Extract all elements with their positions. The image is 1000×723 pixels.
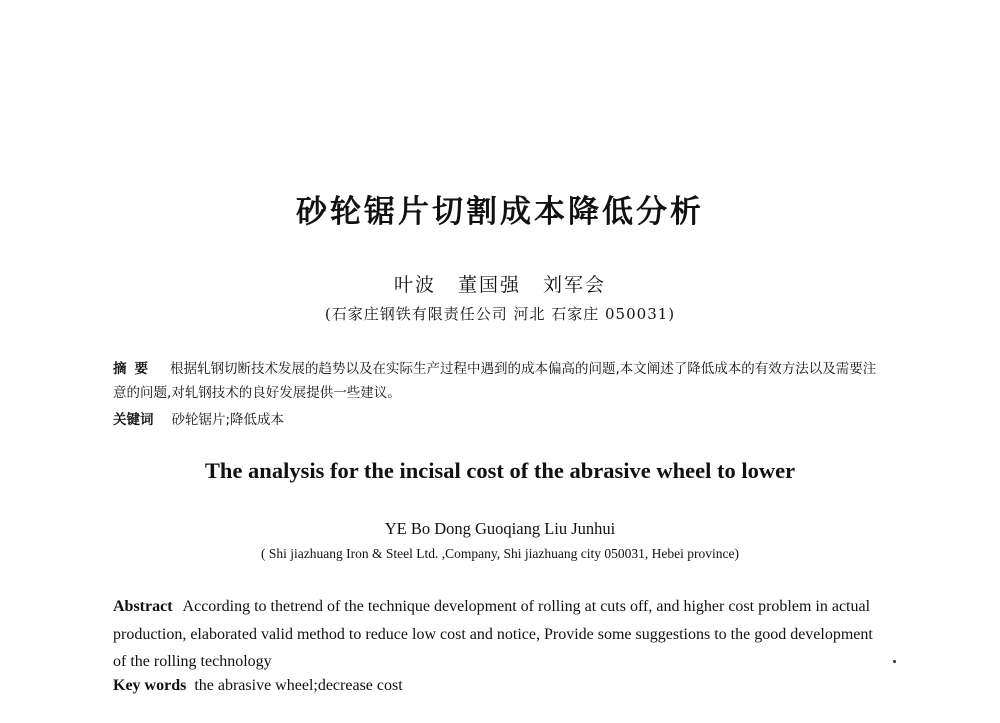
abstract-english-label: Abstract (113, 598, 173, 615)
keywords-chinese-label: 关键词 (113, 412, 154, 428)
abstract-chinese-text: 根据轧钢切断技术发展的趋势以及在实际生产过程中遇到的成本偏高的问题,本文阐述了降低成本的有效方法以及需要注意的问题,对轧钢技术的良好发展提供一些建议。 (113, 361, 877, 401)
abstract-chinese (113, 357, 888, 405)
authors-english: YE Bo Dong Guoqiang Liu Junhui (384, 519, 616, 538)
authors-chinese: 叶波 董国强 刘军会 (393, 274, 607, 296)
keywords-english-label: Key words (113, 677, 187, 694)
title-chinese: 砂轮锯片切割成本降低分析 (296, 194, 704, 230)
scan-speck (893, 660, 896, 663)
keywords-chinese (113, 408, 284, 428)
affiliation-chinese: (石家庄钢铁有限责任公司 河北 石家庄 050031) (324, 305, 676, 323)
keywords-english (113, 677, 403, 695)
abstract-english-text: According to thetrend of the technique development of rolling at cuts off, and higher cost problem in actual production, elaborated valid method to reduce low cost and notice, Provide some suggestions to the good development of the rolling technology (113, 598, 873, 670)
keywords-chinese-text: 砂轮锯片;降低成本 (171, 412, 285, 428)
affiliation-english: ( Shi jiazhuang Iron & Steel Ltd. ,Company, Shi jiazhuang city 050031, Hebei province) (261, 546, 739, 561)
keywords-english-text: the abrasive wheel;decrease cost (194, 677, 403, 694)
abstract-english (113, 593, 888, 676)
title-english: The analysis for the incisal cost of the abrasive wheel to lower (204, 458, 796, 483)
abstract-chinese-label: 摘要 (113, 361, 156, 377)
